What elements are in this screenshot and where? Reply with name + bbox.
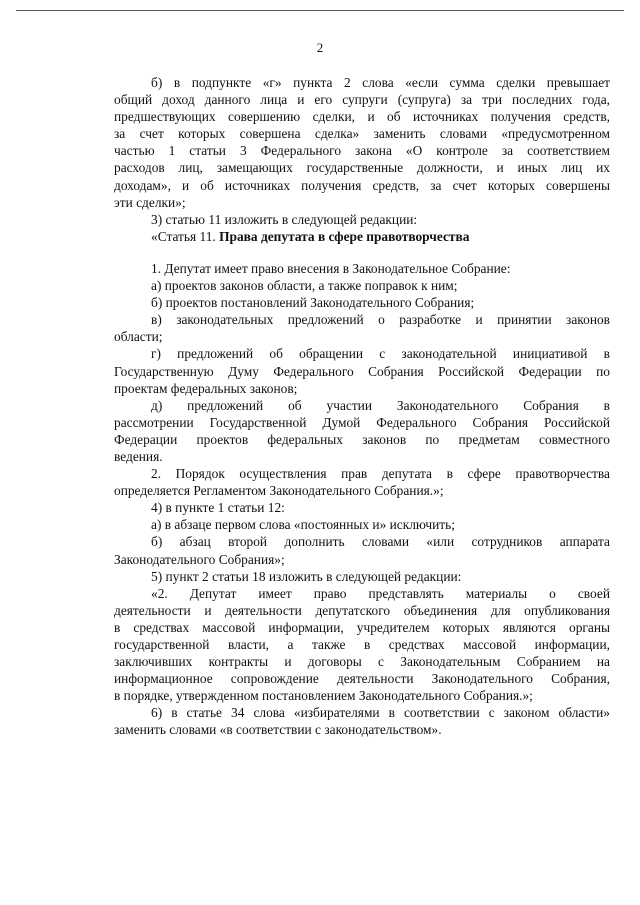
text-line: в средствах массовой информации, учредителем которых являются органы: [114, 619, 610, 635]
text-line: предшествующих совершению сделки, и об источниках получения средств,: [114, 109, 610, 125]
text-line: эти сделки»;: [114, 194, 186, 210]
text-line: частью 1 статьи 3 Федерального закона «О контроле за соответствием: [114, 143, 610, 159]
text-line: доходам», и об источниках получения средств, за счет которых совершены: [114, 177, 610, 193]
text-line: заменить словами «в соответствии с законодательством».: [114, 722, 442, 738]
paragraph-article-point-1: 1. Депутат имеет право внесения в Законодательное Собрание:: [151, 260, 511, 276]
article-heading: [114, 228, 610, 245]
paragraph-subitem-v: [114, 311, 610, 345]
text-line: в) законодательных предложений о разработке и принятии законов: [151, 312, 610, 328]
text-line: деятельности и деятельности депутатского объединения для опубликования: [114, 602, 610, 618]
paragraph-subitem-b: б) проектов постановлений Законодательного Собрания;: [151, 295, 475, 311]
text-line: б) в подпункте «г» пункта 2 слова «если сумма сделки превышает: [151, 75, 610, 90]
paragraph-item-5: 5) пункт 2 статьи 18 изложить в следующей редакции:: [151, 568, 462, 584]
text-line: б) абзац второй дополнить словами «или сотрудников аппарата: [151, 534, 610, 550]
top-rule: [16, 10, 624, 11]
text-line: общий доход данного лица и его супруги (супруга) за три последних года,: [114, 92, 610, 108]
paragraph-item-4: 4) в пункте 1 статьи 12:: [151, 500, 285, 516]
paragraph-b-podpunkt-g: [114, 74, 610, 211]
text-line: Государственную Думу Федерального Собрания Российской Федерации по: [114, 363, 610, 379]
text-line: г) предложений об обращении с законодательной инициативой в: [151, 346, 610, 362]
paragraph-subitem-a: а) проектов законов области, а также поправок к ним;: [151, 278, 458, 294]
text-line: проектам федеральных законов;: [114, 380, 298, 396]
paragraph-article-point-2: [114, 465, 610, 499]
article-heading-title: Права депутата в сфере правотворчества: [219, 228, 470, 244]
text-line: ведения.: [114, 448, 163, 464]
document-body: [114, 74, 610, 739]
text-line: рассмотрении Государственной Думой Федерального Собрания Российской: [114, 414, 610, 430]
paragraph-item-6: [114, 704, 610, 738]
text-line: заключивших контракты и договоры с Законодательным Собранием на: [114, 654, 610, 670]
text-line: в порядке, утвержденном постановлением Законодательного Собрания.»;: [114, 688, 533, 704]
text-line: за счет которых совершена сделка» заменить словами «предусмотренном: [114, 126, 610, 142]
text-line: 2. Порядок осуществления прав депутата в сфере правотворчества: [151, 466, 610, 482]
text-line: информационное сопровождение деятельности Законодательного Собрания,: [114, 671, 610, 687]
article-heading-prefix: «Статья 11.: [151, 228, 220, 244]
text-line: определяется Регламентом Законодательного Собрания.»;: [114, 483, 444, 499]
paragraph-item-4-a: а) в абзаце первом слова «постоянных и» исключить;: [151, 517, 455, 533]
paragraph-subitem-d: [114, 397, 610, 465]
paragraph-subitem-g: [114, 345, 610, 396]
text-line: Законодательного Собрания»;: [114, 551, 285, 567]
paragraph-item-4-b: [114, 533, 610, 567]
text-line: области;: [114, 329, 163, 345]
blank-line: [114, 245, 610, 260]
text-line: д) предложений об участии Законодательного Собрания в: [151, 397, 610, 413]
paragraph-item-3: 3) статью 11 изложить в следующей редакции:: [151, 211, 418, 227]
text-line: «2. Депутат имеет право представлять материалы о своей: [151, 585, 610, 601]
text-line: расходов лиц, замещающих государственные должности, и иных лиц их: [114, 160, 610, 176]
text-line: 6) в статье 34 слова «избирателями в соответствии с законом области»: [151, 705, 610, 721]
page-number: 2: [316, 40, 324, 55]
text-line: государственной власти, а также в средствах массовой информации,: [114, 637, 610, 652]
paragraph-item-5-quote: [114, 585, 610, 705]
text-line: Федерации проектов федеральных законов по предметам совместного: [114, 431, 610, 447]
